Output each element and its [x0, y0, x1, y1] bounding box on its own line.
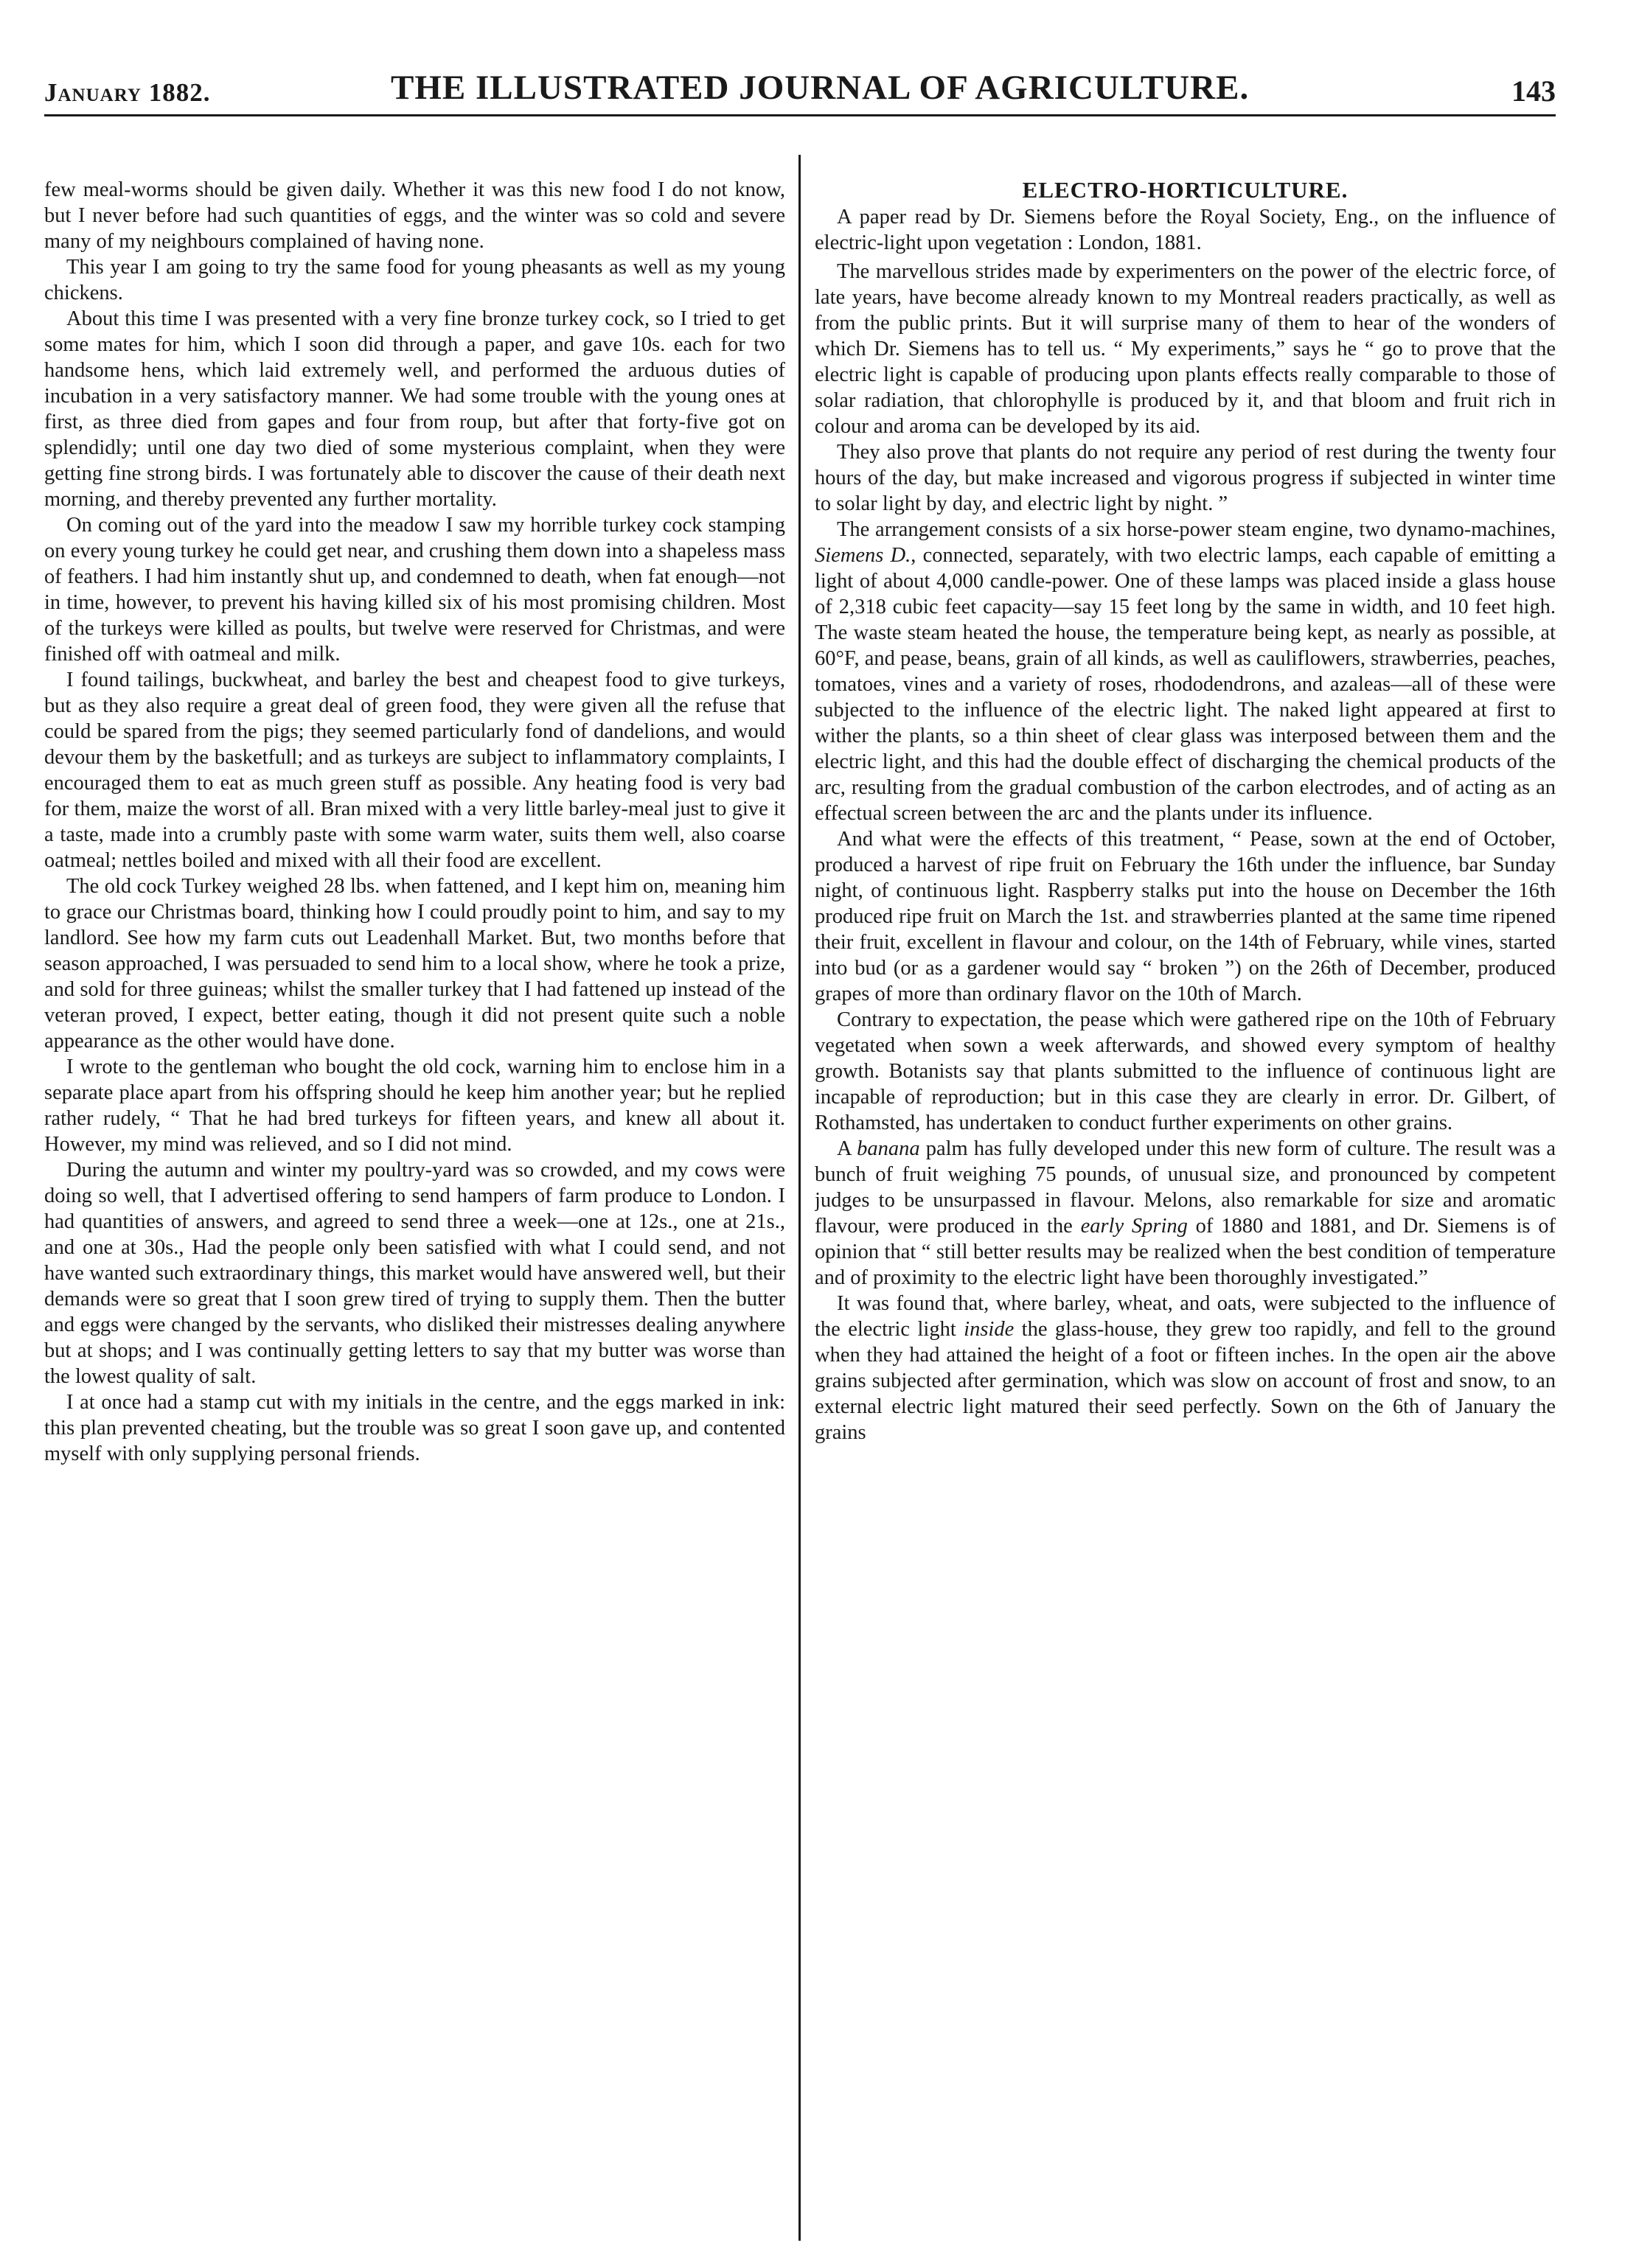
paragraph: This year I am going to try the same food for young pheasants as well as my young chickens. [44, 256, 785, 304]
paragraph: Contrary to expectation, the pease which were gathered ripe on the 10th of February vegetated when sown a week afterwards, and showed every symptom of healthy growth. Botanists say that plants submitted to the influence of continuous light are incapable of reproduction; but in this case they are clearly in error. Dr. Gilbert, of Rothamsted, has undertaken to conduct further experiments on other grains. [815, 1008, 1556, 1134]
paragraph [815, 517, 1556, 826]
text-run: of 1880 and 1881, and Dr. Siemens is of opinion that “ still better results may be realized when the best condition of temperature and of proximity to the electric light have been thoroughly investigated.” [815, 1215, 1556, 1289]
italic-text: inside [964, 1318, 1015, 1341]
paragraph: I wrote to the gentleman who bought the old cock, warning him to enclose him in a separate place apart from his offspring should he keep him another year; but he replied rather rudely, “ That he had bred turkeys for fifteen years, and knew all about it. However, my mind was relieved, and so I did not mind. [44, 1056, 785, 1156]
page-number: 143 [1511, 74, 1556, 108]
column-divider [798, 155, 801, 2241]
italic-text: early Spring [1080, 1215, 1188, 1238]
paragraph: And what were the effects of this treatment, “ Pease, sown at the end of October, produced a harvest of ripe fruit on February the 16th under the influence, bar Sunday night, of continuous light. Raspberry stalks put into the house on December the 16th produced ripe fruit on March the 1st. and strawberries planted at the same time ripened their fruit, excellent in flavour and colour, on the 14th of February, while vines, started into bud (or as a gardener would say “ broken ”) on the 26th of December, produced grapes of more than ordinary flavor on the 10th of March. [815, 828, 1556, 1005]
text-run: the glass-house, they grew too rapidly, and fell to the ground when they had attained the height of a foot or fifteen inches. In the open air the above grains subjected after germination, which was slow on account of frost and snow, to an external electric light matured their seed perfectly. Sown on the 6th of January the grains [815, 1318, 1556, 1444]
header-rule [44, 114, 1556, 116]
text-run: palm has fully developed under this new form of culture. The result was a bunch of fruit weighing 75 pounds, of unusual size, and pronounced by competent judges to be unsurpassed in flavour. Melons, also remarkable for size and aromatic flavour, were produced in the [815, 1137, 1556, 1238]
paragraph: On coming out of the yard into the meadow I saw my horrible turkey cock stamping on every young turkey he could get near, and crushing them down into a shapeless mass of feathers. I had him instantly shut up, and condemned to death, when fat enough—not in time, however, to prevent his having killed six of his most promising children. Most of the turkeys were killed as poults, but twelve were reserved for Christmas, and were finished off with oatmeal and milk. [44, 514, 785, 666]
italic-text: banana [857, 1137, 920, 1160]
paragraph [815, 1136, 1556, 1291]
journal-title: THE ILLUSTRATED JOURNAL OF AGRICULTURE. [391, 69, 1250, 107]
paragraph: The old cock Turkey weighed 28 lbs. when fattened, and I kept him on, meaning him to grace our Christmas board, thinking how I could proudly point to him, and say to my landlord. See how my farm cuts out Leadenhall Market. But, two months before that season approached, I was persuaded to send him to a local show, where he took a prize, and sold for three guineas; whilst the smaller turkey that I had fattened up instead of the veteran proved, I expect, better eating, though it did not present quite such a noble appearance as the other would have done. [44, 875, 785, 1053]
paragraph: They also prove that plants do not require any period of rest during the twenty four hours of the day, but make increased and vigorous progress if subjected in winter time to solar light by day, and electric light by night. ” [815, 441, 1556, 515]
paragraph: I at once had a stamp cut with my initials in the centre, and the eggs marked in ink: this plan prevented cheating, but the trouble was so great I soon gave up, and contented myself with only supplying personal friends. [44, 1391, 785, 1465]
paragraph: I found tailings, buckwheat, and barley the best and cheapest food to give turkeys, but as they also require a great deal of green food, they were given all the refuse that could be spared from the pigs; they seemed particularly fond of dandelions, and would devour them by the basketfull; and as turkeys are subject to inflammatory complaints, I encouraged them to eat as much green stuff as possible. Any heating food is very bad for them, maize the worst of all. Bran mixed with a very little barley-meal just to give it a taste, made into a crumbly paste with some warm water, suits them well, also coarse oatmeal; nettles boiled and mixed with all their food are excellent. [44, 669, 785, 872]
text-run: The arrangement consists of a six horse-power steam engine, two dynamo-machines, [837, 518, 1556, 541]
paragraph: few meal-worms should be given daily. Whether it was this new food I do not know, but I never before had such quantities of eggs, and the winter was so cold and severe many of my neighbours complained of having none. [44, 178, 785, 253]
paragraph: About this time I was presented with a very fine bronze turkey cock, so I tried to get some mates for him, which I soon did through a paper, and gave 10s. each for two handsome hens, which laid extremely well, and performed the arduous duties of incubation in a very satisfactory manner. We had some trouble with the young ones at first, as three died from gapes and four from roup, but after that forty-five got on splendidly; until one day two died of some mysterious complaint, when they were getting fine strong birds. I was fortunately able to discover the cause of their death next morning, and thereby prevented any further mortality. [44, 307, 785, 511]
paragraph: The marvellous strides made by experimenters on the power of the electric force, of late years, have become already known to my Montreal readers practically, as well as from the public prints. But it will surprise many of them to hear of the wonders of which Dr. Siemens has to tell us. “ My experiments,” says he “ go to prove that the electric light is capable of producing upon plants effects really comparable to those of solar radiation, that chlorophylle is produced by it, and that bloom and fruit rich in colour and aroma can be developed by its aid. [815, 260, 1556, 438]
paragraph: During the autumn and winter my poultry-yard was so crowded, and my cows were doing so well, that I advertised offering to send hampers of farm produce to London. I had quantities of answers, and agreed to send three a week—one at 12s., one at 21s., and one at 30s., Had the people only been satisfied with what I could send, and not have wanted such extraordinary things, this market would have answered well, but their demands were so great that I soon grew tired of trying to supply them. Then the butter and eggs were changed by the servants, who disliked their mistresses dealing anywhere but at shops; and I was continually getting letters to say that my butter was worse than the lowest quality of salt. [44, 1159, 785, 1388]
article-title: ELECTRO-HORTICULTURE. [1022, 177, 1349, 203]
text-run: , connected, separately, with two electric lamps, each capable of emitting a light of about 4,000 candle-power. One of these lamps was placed inside a glass house of 2,318 cubic feet capacity—say 15 feet long by the same in width, and 10 feet high. The waste steam heated the house, the temperature being kept, as nearly as possible, at 60°F, and pease, beans, grain of all kinds, as well as cauliflowers, strawberries, peaches, tomatoes, vines and a variety of roses, rhododendrons, and azaleas—all of these were subjected to the influence of the electric light. The naked light appeared at first to wither the plants, so a thin sheet of clear glass was interposed between them and the electric light, and this had the double effect of discharging the chemical products of the arc, resulting from the gradual combustion of the carbon electrodes, and of acting as an effectual screen between the arc and the plants under its influence. [815, 544, 1556, 825]
issue-date: January 1882. [44, 78, 211, 107]
italic-text: Siemens D. [815, 544, 911, 567]
running-header [44, 68, 1556, 112]
left-column [44, 177, 785, 2255]
text-run: A [837, 1137, 857, 1160]
paragraph [815, 1291, 1556, 1445]
right-column [815, 177, 1556, 2255]
article-subtitle: A paper read by Dr. Siemens before the Royal Society, Eng., on the influence of electric-light upon vegetation : London, 1881. [815, 206, 1556, 254]
text-run: It was found that, where barley, wheat, and oats, were subjected to the influence of the electric light [815, 1292, 1556, 1341]
